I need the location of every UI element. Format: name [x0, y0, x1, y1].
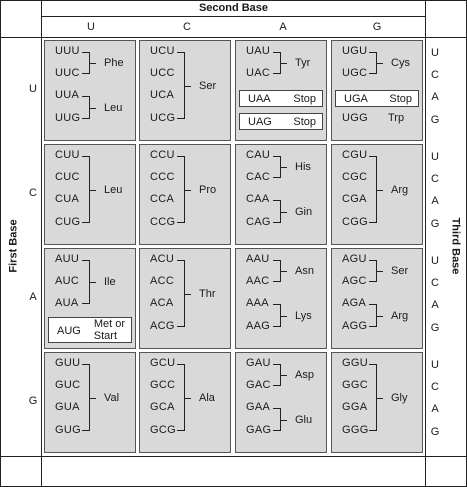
amino-acid: Cys — [391, 57, 410, 69]
stop-codon-box — [335, 90, 419, 107]
third-base-a: A — [431, 299, 439, 311]
codon: ACC — [150, 275, 175, 287]
amino-acid: Glu — [295, 413, 313, 426]
bracket-tick — [90, 63, 96, 64]
divider-right — [425, 0, 426, 487]
amino-acid: Ile — [104, 276, 116, 288]
codon: UAU — [246, 45, 271, 57]
codon: UAG — [248, 116, 272, 128]
codon: GGU — [342, 357, 368, 369]
codon: GAA — [246, 401, 271, 413]
codon: CGC — [342, 171, 368, 183]
codon: AGG — [342, 320, 368, 332]
amino-acid: Tyr — [295, 57, 311, 69]
bracket-tick — [90, 108, 96, 109]
divider-table-top — [0, 37, 467, 38]
bracket — [369, 260, 377, 282]
start-label-line1: Met or — [93, 318, 125, 330]
codon: UUA — [55, 89, 80, 101]
codon: AUG — [57, 325, 81, 337]
third-base-g: G — [430, 426, 440, 438]
bracket — [273, 304, 281, 327]
bracket — [369, 364, 377, 431]
codon: GCU — [150, 357, 176, 369]
codon: UGG — [342, 112, 368, 124]
codon: GCA — [150, 401, 175, 413]
third-base-a: A — [431, 91, 439, 103]
amino-acid: Lys — [295, 309, 312, 322]
bracket-tick — [185, 398, 191, 399]
second-base-header-g: G — [372, 21, 382, 33]
codon: AGC — [342, 275, 367, 287]
bracket — [82, 260, 90, 304]
bracket — [273, 52, 281, 74]
bracket-tick — [90, 282, 96, 283]
start-label-line2: Start — [93, 330, 117, 342]
bracket — [273, 364, 281, 386]
codon: CAC — [246, 171, 271, 183]
amino-acid: Thr — [199, 287, 216, 300]
third-base-c: C — [431, 381, 439, 393]
bracket-tick — [377, 63, 383, 64]
codon: CGG — [342, 216, 368, 228]
codon: CUU — [55, 149, 80, 161]
bracket-tick — [281, 63, 287, 64]
amino-acid: Ala — [199, 391, 215, 404]
codon: UUG — [55, 112, 81, 124]
second-base-header-a: A — [279, 21, 287, 33]
codon: UAC — [246, 67, 271, 79]
amino-acid: Arg — [391, 183, 409, 196]
codon: CAG — [246, 216, 271, 228]
third-base-u: U — [431, 151, 439, 163]
third-base-u: U — [431, 255, 439, 267]
bracket — [177, 260, 185, 327]
third-base-u: U — [431, 359, 439, 371]
codon: GCG — [150, 424, 176, 436]
codon: UGU — [342, 45, 368, 57]
first-base-title: First Base — [7, 219, 20, 273]
codon: UAA — [248, 93, 271, 105]
start-codon-box — [48, 317, 132, 343]
divider-left — [41, 0, 42, 487]
second-base-header-c: C — [183, 21, 191, 33]
codon: AAU — [246, 253, 270, 265]
first-base-g: G — [28, 395, 38, 407]
codon: UCG — [150, 112, 176, 124]
amino-acid: Ser — [199, 79, 217, 92]
first-base-u: U — [29, 83, 37, 95]
codon: UCU — [150, 45, 175, 57]
third-base-c: C — [431, 173, 439, 185]
bracket — [369, 156, 377, 223]
third-base-u: U — [431, 47, 439, 59]
bracket — [177, 156, 185, 223]
bracket-tick — [377, 316, 383, 317]
codon: ACU — [150, 253, 175, 265]
codon: AGA — [342, 297, 367, 309]
third-base-g: G — [430, 218, 440, 230]
stop-label: Stop — [293, 93, 316, 105]
codon: CGA — [342, 193, 367, 205]
bracket-tick — [281, 375, 287, 376]
amino-acid: Leu — [104, 101, 123, 114]
codon: GGG — [342, 424, 369, 436]
codon: ACA — [150, 297, 174, 309]
frame-left — [0, 0, 1, 487]
bracket-tick — [281, 271, 287, 272]
codon: CCU — [150, 149, 175, 161]
codon: GCC — [150, 379, 176, 391]
amino-acid: Gly — [391, 391, 408, 404]
bracket-tick — [281, 167, 287, 168]
amino-acid: Arg — [391, 309, 409, 322]
third-base-c: C — [431, 69, 439, 81]
amino-acid: His — [295, 161, 311, 173]
codon: CAU — [246, 149, 271, 161]
bracket — [273, 156, 281, 178]
bracket — [82, 52, 90, 74]
bracket-tick — [185, 294, 191, 295]
codon: GUC — [55, 379, 81, 391]
codon: GGC — [342, 379, 368, 391]
amino-acid: Gin — [295, 205, 313, 218]
bracket-tick — [281, 316, 287, 317]
amino-acid: Leu — [104, 183, 123, 196]
bracket — [273, 408, 281, 431]
amino-acid: Trp — [388, 112, 405, 124]
bracket-tick — [377, 271, 383, 272]
codon: CCG — [150, 216, 176, 228]
bracket — [273, 200, 281, 223]
codon: AUA — [55, 297, 79, 309]
amino-acid: Pro — [199, 183, 217, 196]
bracket-tick — [377, 398, 383, 399]
codon: UUC — [55, 67, 80, 79]
codon: GAC — [246, 379, 271, 391]
third-base-g: G — [430, 322, 440, 334]
second-base-title: Second Base — [198, 2, 269, 14]
codon: AGU — [342, 253, 367, 265]
amino-acid: Ser — [391, 265, 409, 277]
third-base-c: C — [431, 277, 439, 289]
third-base-title: Third Base — [448, 217, 461, 275]
stop-codon-box — [239, 113, 323, 130]
stop-codon-box — [239, 90, 323, 107]
third-base-a: A — [431, 403, 439, 415]
divider-table-bottom — [0, 456, 467, 457]
codon: CUG — [55, 216, 81, 228]
stop-label: Stop — [293, 116, 316, 128]
codon: GGA — [342, 401, 368, 413]
first-base-c: C — [29, 187, 37, 199]
codon: UGA — [344, 93, 368, 105]
codon: CUC — [55, 171, 80, 183]
codon: GAU — [246, 357, 271, 369]
codon: AAA — [246, 297, 269, 309]
bracket-tick — [185, 190, 191, 191]
first-base-a: A — [29, 291, 37, 303]
amino-acid: Asn — [295, 265, 314, 277]
bracket-tick — [90, 190, 96, 191]
frame-top — [0, 0, 467, 1]
codon: CAA — [246, 193, 270, 205]
codon: AAC — [246, 275, 270, 287]
codon: AAG — [246, 320, 271, 332]
codon: UCC — [150, 67, 175, 79]
codon: AUC — [55, 275, 80, 287]
codon: AUU — [55, 253, 80, 265]
codon: UCA — [150, 89, 175, 101]
bracket — [82, 364, 90, 431]
bracket — [177, 364, 185, 431]
codon: CCA — [150, 193, 175, 205]
third-base-a: A — [431, 195, 439, 207]
codon: UUU — [55, 45, 80, 57]
divider-header — [41, 16, 426, 17]
codon: ACG — [150, 320, 175, 332]
bracket — [369, 304, 377, 327]
stop-label: Stop — [389, 93, 412, 105]
bracket — [177, 52, 185, 119]
amino-acid: Asp — [295, 369, 314, 381]
bracket — [273, 260, 281, 282]
codon: GAG — [246, 424, 272, 436]
bracket-tick — [90, 398, 96, 399]
codon: CCC — [150, 171, 175, 183]
codon: CGU — [342, 149, 368, 161]
codon: GUU — [55, 357, 81, 369]
amino-acid: Phe — [104, 57, 124, 69]
bracket — [82, 96, 90, 119]
third-base-g: G — [430, 114, 440, 126]
bracket-tick — [185, 86, 191, 87]
second-base-header-u: U — [87, 21, 95, 33]
codon: GUA — [55, 401, 80, 413]
codon: GUG — [55, 424, 81, 436]
codon: CUA — [55, 193, 80, 205]
bracket — [369, 52, 377, 74]
bracket-tick — [281, 420, 287, 421]
bracket-tick — [377, 190, 383, 191]
codon: UGC — [342, 67, 368, 79]
amino-acid: Val — [104, 391, 120, 404]
bracket — [82, 156, 90, 223]
bracket-tick — [281, 212, 287, 213]
